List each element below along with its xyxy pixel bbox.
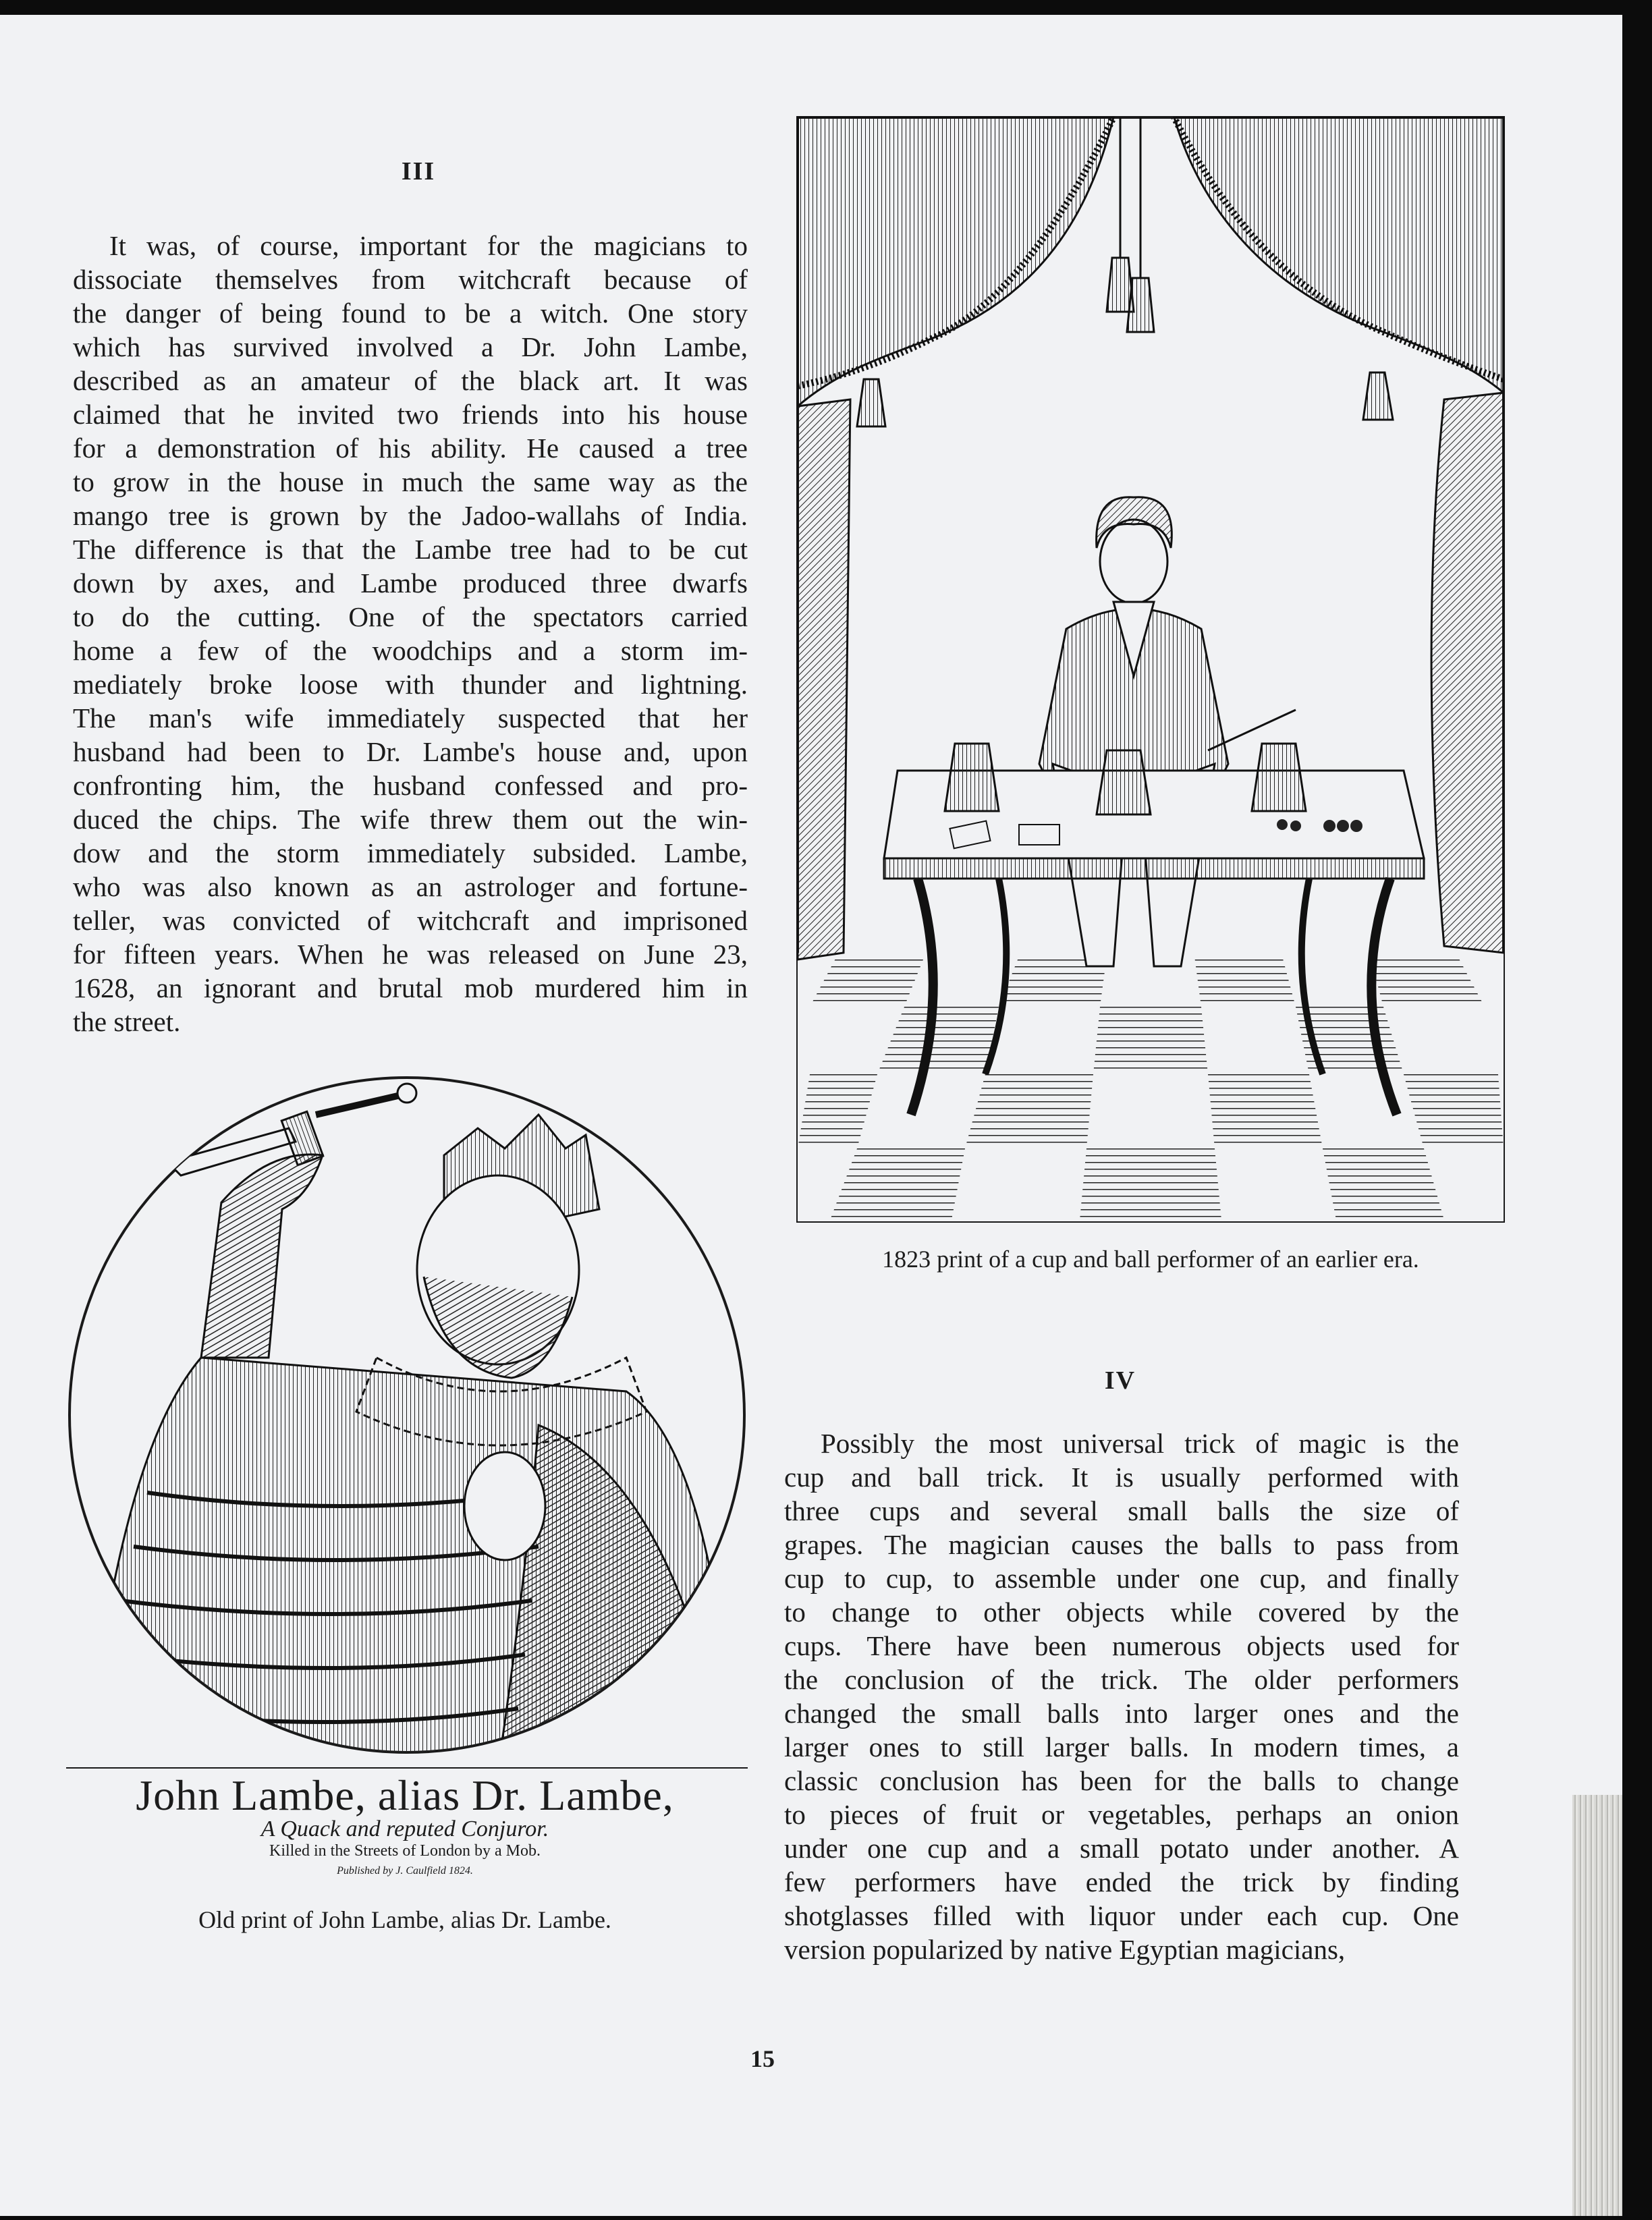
lambe-engraved-publisher: Published by J. Caulfield 1824.	[337, 1865, 473, 1877]
section-iii-text	[73, 229, 748, 1038]
lambe-engraved-line: Killed in the Streets of London by a Mob.	[269, 1842, 541, 1860]
book-page	[0, 15, 1622, 2216]
text-line: version popularized by native Egyptian magicians,	[784, 1934, 1346, 1965]
text-line: duced the chips. The wife threw them out the win-	[73, 804, 748, 835]
text-line: to change to other objects while covered by the	[784, 1597, 1459, 1628]
text-line: husband had been to Dr. Lambe's house and, upon	[73, 736, 748, 767]
section-heading-iv: IV	[1104, 1366, 1136, 1395]
text-line: cup and ball trick. It is usually performed with	[784, 1462, 1459, 1493]
text-line: classic conclusion has been for the balls to change	[784, 1765, 1459, 1796]
lambe-engraved-subtitle: A Quack and reputed Conjuror.	[260, 1816, 549, 1841]
text-line: dow and the storm immediately subsided. Lambe,	[73, 837, 748, 868]
text-line: cups. There have been numerous objects used for	[784, 1630, 1459, 1661]
text-line: down by axes, and Lambe produced three dwarfs	[73, 567, 748, 599]
section-iv-text	[784, 1426, 1459, 1966]
text-line: It was, of course, important for the magicians to	[109, 230, 748, 261]
text-line: who was also known as an astrologer and fortune-	[73, 871, 748, 902]
text-line: to do the cutting. One of the spectators carried	[73, 601, 748, 632]
text-line: for fifteen years. When he was released on June 23,	[73, 939, 748, 970]
text-line: The man's wife immediately suspected that her	[73, 702, 748, 733]
text-line: Possibly the most universal trick of magic is the	[821, 1428, 1459, 1459]
section-heading-iii: III	[401, 157, 436, 186]
cup-and-ball-engraving	[796, 116, 1505, 1223]
john-lambe-portrait	[66, 1074, 748, 1769]
text-line: changed the small balls into larger ones and the	[784, 1698, 1459, 1729]
text-line: to grow in the house in much the same way as the	[73, 466, 748, 497]
text-line: the danger of being found to be a witch. One story	[73, 298, 748, 329]
lambe-caption: Old print of John Lambe, alias Dr. Lambe.	[198, 1906, 611, 1933]
text-line: dissociate themselves from witchcraft because of	[73, 264, 748, 295]
text-line: teller, was convicted of witchcraft and imprisoned	[73, 905, 748, 936]
text-line: which has survived involved a Dr. John Lambe,	[73, 331, 748, 362]
text-line: to pieces of fruit or vegetables, perhaps an onion	[784, 1799, 1459, 1830]
text-line: The difference is that the Lambe tree had to be cut	[73, 534, 748, 565]
text-line: confronting him, the husband confessed and pro-	[73, 770, 748, 801]
page-edge	[1572, 1795, 1622, 2216]
text-line: for a demonstration of his ability. He caused a tree	[73, 433, 748, 464]
text-line: shotglasses filled with liquor under each cup. One	[784, 1900, 1459, 1931]
text-line: larger ones to still larger balls. In modern times, a	[784, 1731, 1459, 1763]
checkered-floor	[798, 953, 1504, 1221]
text-line: described as an amateur of the black art. It was	[73, 365, 748, 396]
text-line: three cups and several small balls the size of	[784, 1495, 1459, 1526]
text-line: home a few of the woodchips and a storm im-	[73, 635, 748, 666]
text-line: the street.	[73, 1006, 181, 1037]
text-line: 1628, an ignorant and brutal mob murdered him in	[73, 972, 748, 1003]
cup-and-ball-caption: 1823 print of a cup and ball performer of an earlier era.	[882, 1246, 1419, 1273]
text-line: mediately broke loose with thunder and lightning.	[73, 669, 748, 700]
text-line: the conclusion of the trick. The older performers	[784, 1664, 1459, 1695]
text-line: claimed that he invited two friends into his house	[73, 399, 748, 430]
text-line: grapes. The magician causes the balls to pass from	[784, 1529, 1459, 1560]
text-line: under one cup and a small potato under another. A	[784, 1833, 1459, 1864]
lambe-engraved-title: John Lambe, alias Dr. Lambe,	[136, 1771, 674, 1819]
text-line: cup to cup, to assemble under one cup, and finally	[784, 1563, 1459, 1594]
page-number: 15	[750, 2045, 775, 2072]
text-line: few performers have ended the trick by finding	[784, 1866, 1459, 1897]
text-line: mango tree is grown by the Jadoo-wallahs of India.	[73, 500, 748, 531]
